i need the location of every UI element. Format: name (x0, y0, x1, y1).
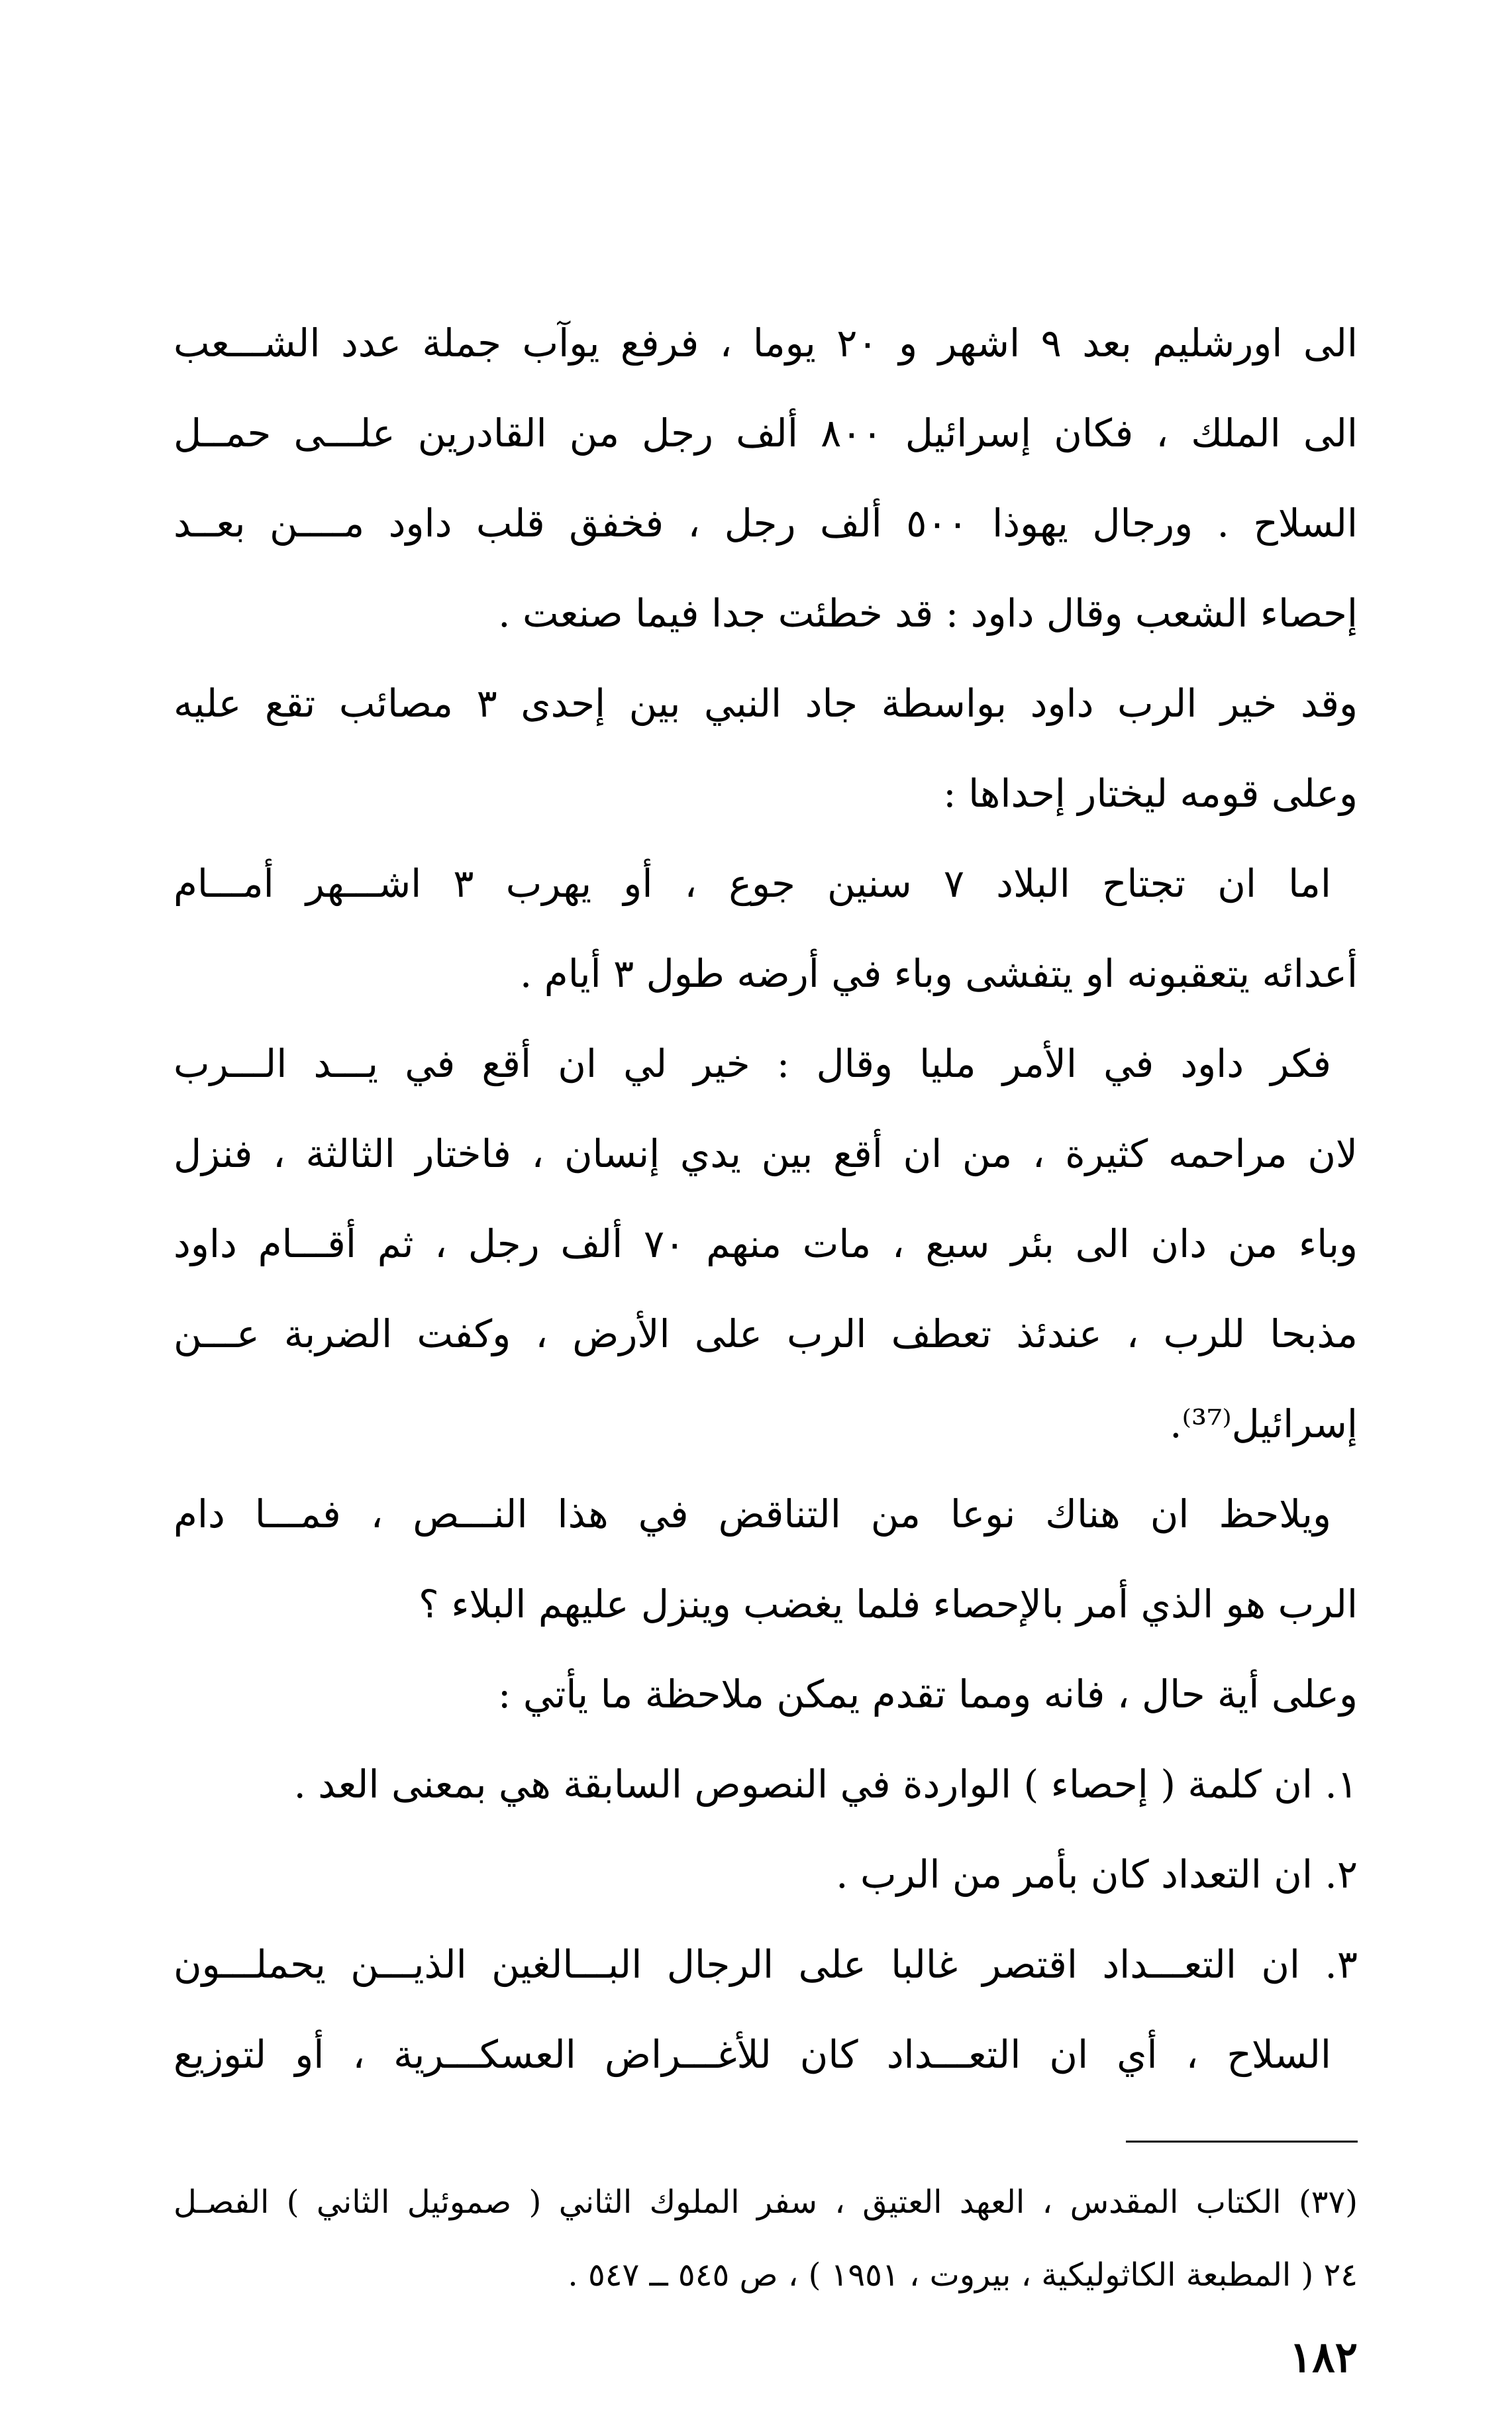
text-line: وقد خير الرب داود بواسطة جاد النبي بين إحدى ٣ مصائب تقع عليه (174, 681, 1358, 726)
body-text (174, 298, 1358, 2100)
text-line: مذبحا للرب ، عندئذ تعطف الرب على الأرض ، وكفت الضربة عـــن (174, 1311, 1358, 1356)
text-line: الى اورشليم بعد ٩ اشهر و ٢٠ يوما ، فرفع يوآب جملة عدد الشـــعب (174, 321, 1358, 366)
text-line: إحصاء الشعب وقال داود : قد خطئت جدا فيما صنعت . (498, 591, 1358, 636)
footnote (174, 2166, 1358, 2311)
text-line: السلاح . ورجال يهوذا ٥٠٠ ألف رجل ، فخفق قلب داود مــــن بعــد (174, 501, 1358, 546)
list-item: ١. ان كلمة ( إحصاء ) الواردة في النصوص السابقة هي بمعنى العد . (293, 1762, 1358, 1807)
list-item: ٢. ان التعداد كان بأمر من الرب . (836, 1852, 1358, 1897)
text-line: لان مراحمه كثيرة ، من ان أقع بين يدي إنسان ، فاختار الثالثة ، فنزل (174, 1131, 1358, 1176)
footnote-line: ٢٤ ( المطبعة الكاثوليكية ، بيروت ، ١٩٥١ ) ، ص ٥٤٥ ــ ٥٤٧ . (568, 2256, 1358, 2294)
text-line: وعلى أية حال ، فانه ومما تقدم يمكن ملاحظة ما يأتي : (497, 1672, 1358, 1717)
footnote-line: (٣٧) الكتاب المقدس ، العهد العتيق ، سفر الملوك الثاني ( صموئيل الثاني ) الفصـل (174, 2184, 1358, 2221)
text-line: ويلاحظ ان هناك نوعا من التناقض في هذا النـــص ، فمـــا دام (174, 1492, 1331, 1537)
list-item-continuation: السلاح ، أي ان التعـــداد كان للأغـــراض العسكـــرية ، أو لتوزيع (174, 2032, 1331, 2077)
text-line: وباء من دان الى بئر سبع ، مات منهم ٧٠ ألف رجل ، ثم أقـــام داود (174, 1221, 1358, 1266)
text-line: إسرائيل⁽³⁷⁾. (1170, 1401, 1358, 1446)
text-line: وعلى قومه ليختار إحداها : (943, 771, 1358, 816)
footnote-separator (1126, 2141, 1358, 2143)
text-line: الى الملك ، فكان إسرائيل ٨٠٠ ألف رجل من القادرين علـــى حمــل (174, 411, 1358, 456)
list-item: ٣. ان التعـــداد اقتصر غالبا على الرجال البـــالغين الذيـــن يحملـــون (174, 1942, 1358, 1987)
text-line: اما ان تجتاح البلاد ٧ سنين جوع ، أو يهرب ٣ اشـــهر أمـــام (174, 861, 1331, 906)
text-line: أعدائه يتعقبونه او يتفشى وباء في أرضه طول ٣ أيام . (519, 951, 1358, 996)
text-line: الرب هو الذي أمر بالإحصاء فلما يغضب وينزل عليهم البلاء ؟ (419, 1582, 1358, 1627)
page-number: ١٨٢ (1289, 2333, 1358, 2382)
text-line: فكر داود في الأمر مليا وقال : خير لي ان أقع في يـــد الـــرب (174, 1041, 1331, 1086)
